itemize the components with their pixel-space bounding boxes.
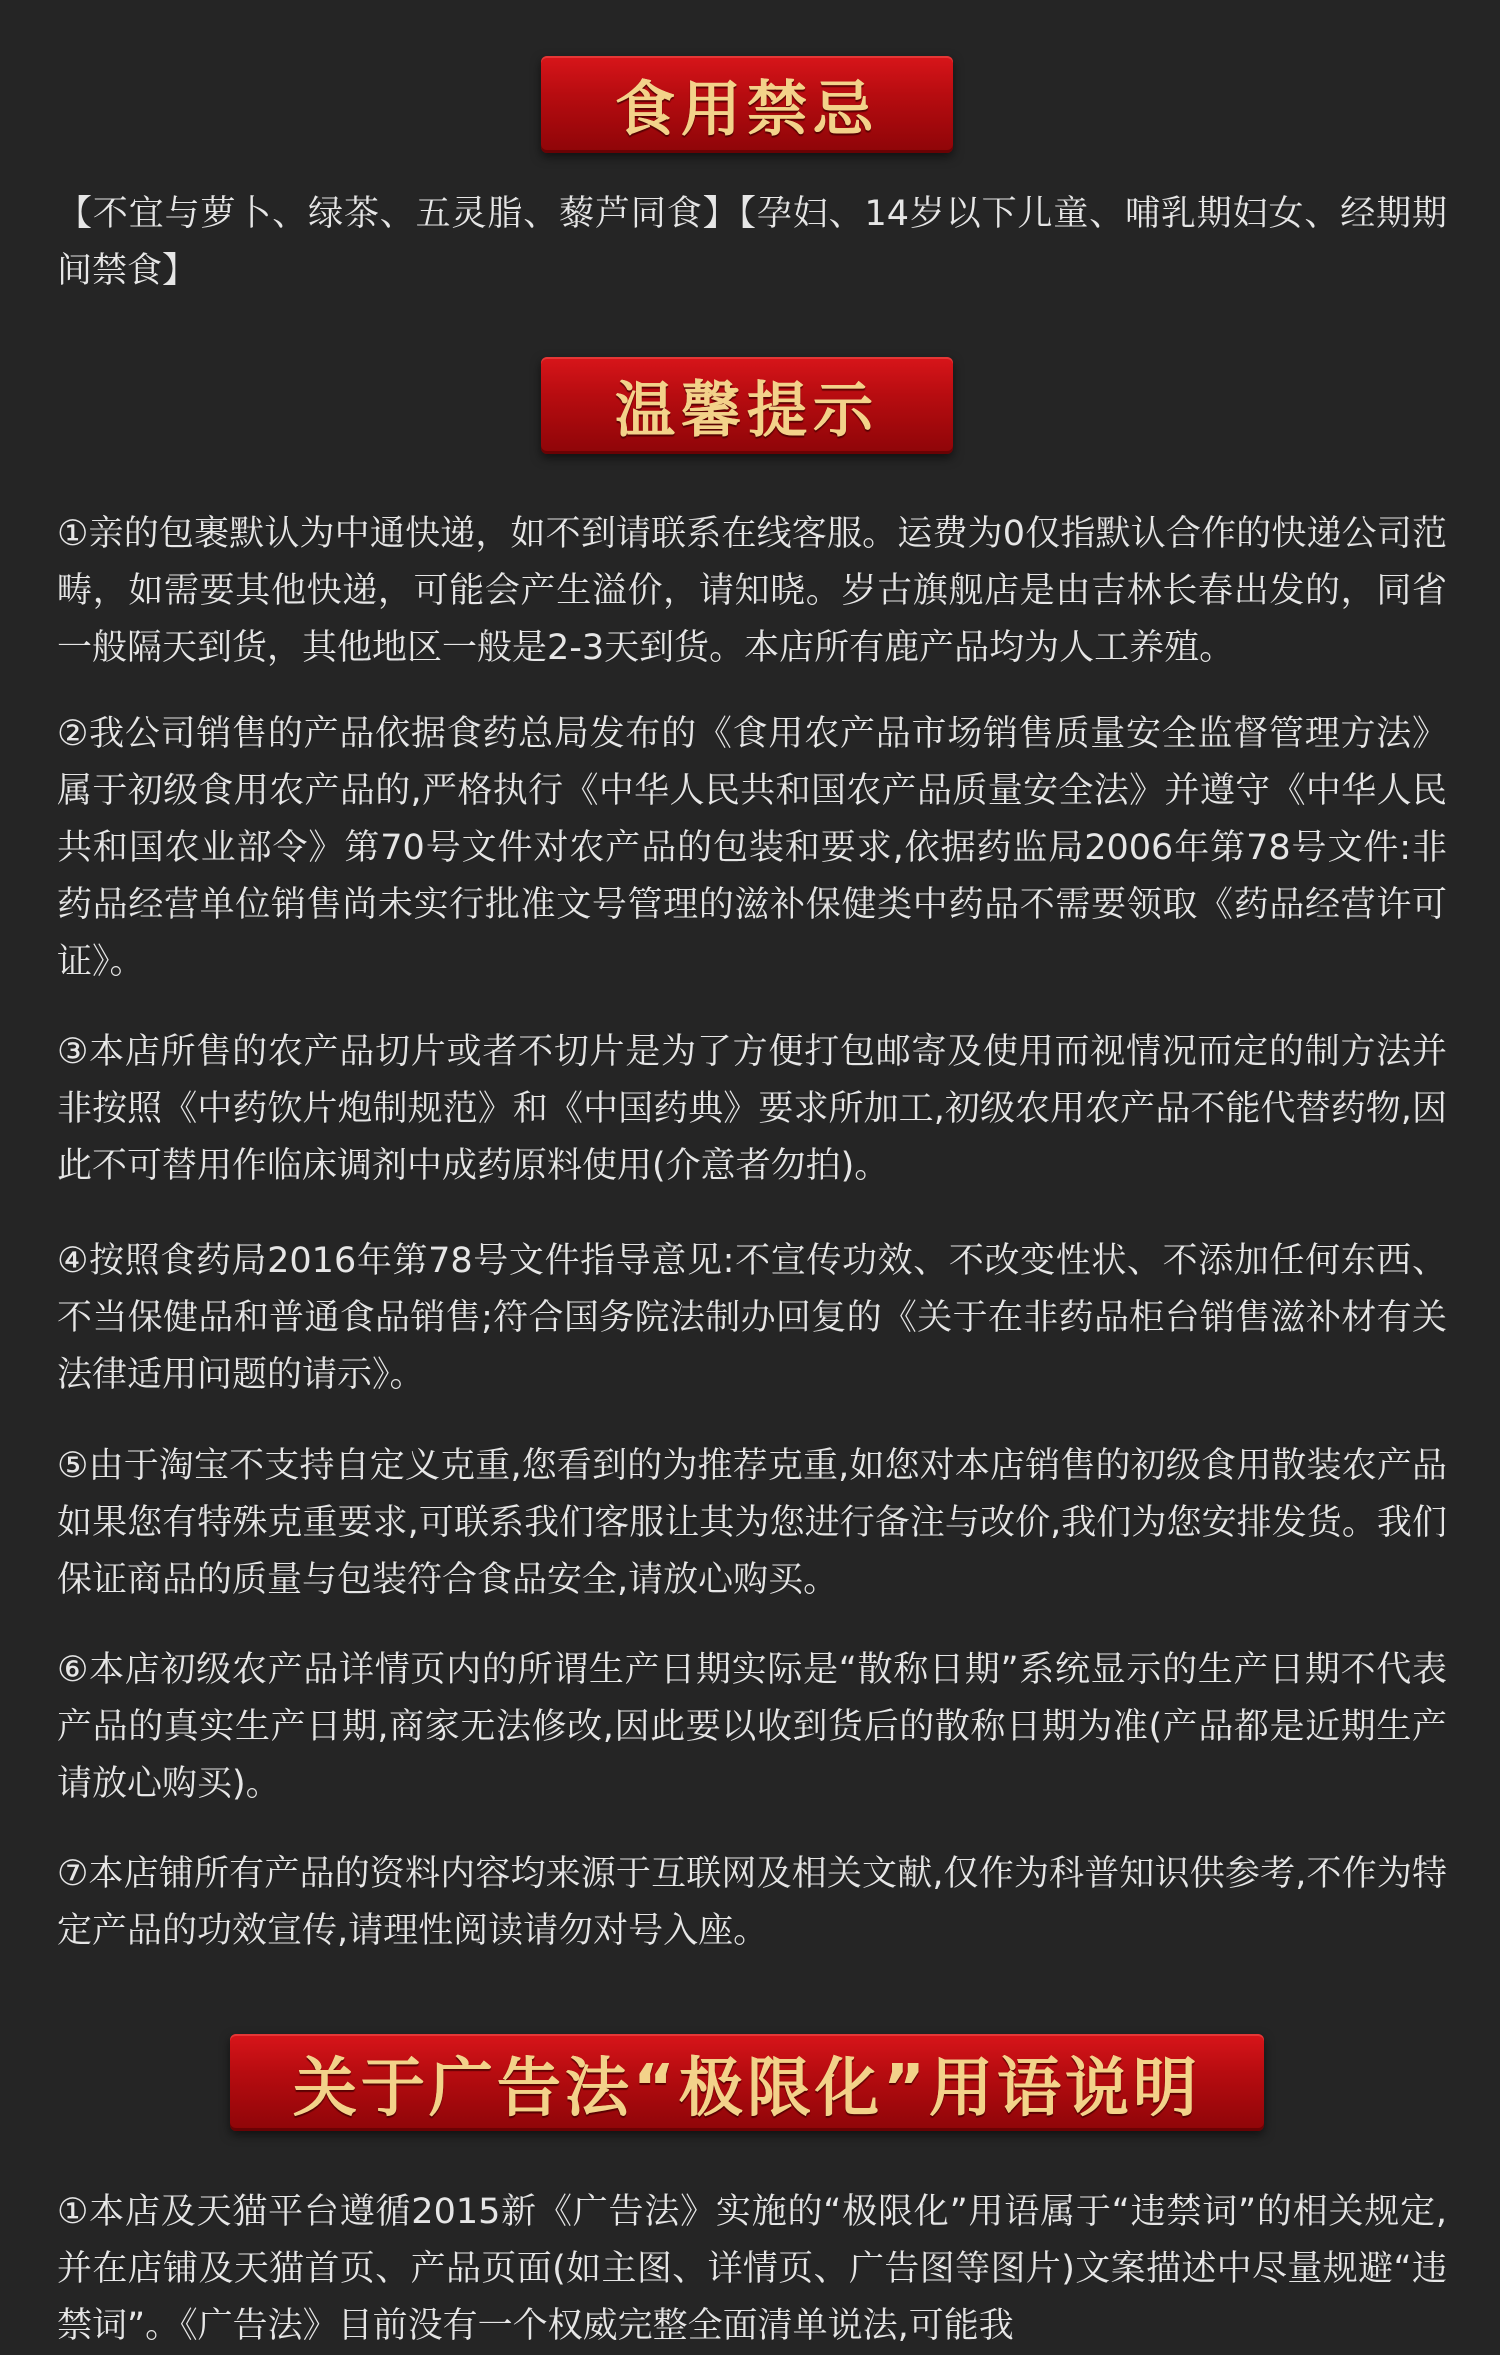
ad-law-section-banner — [230, 2034, 1264, 2131]
tip-item-7: ⑦本店铺所有产品的资料内容均来源于互联网及相关文献,仅作为科普知识供参考,不作为特定产品的功效宣传,请理性阅读请勿对号入座。 — [57, 1854, 1447, 1951]
tip-item-3: ③本店所售的农产品切片或者不切片是为了方便打包邮寄及使用而视情况而定的制方法并非按照《中药饮片炮制规范》和《中国药典》要求所加工,初级农用农产品不能代替药物,因此不可替用作临床调剂中成药原料使用(介意者勿拍)。 — [57, 1032, 1447, 1186]
taboo-section-banner — [541, 56, 953, 153]
tip-item-6: ⑥本店初级农产品详情页内的所谓生产日期实际是“散称日期”系统显示的生产日期不代表产品的真实生产日期,商家无法修改,因此要以收到货后的散称日期为准(产品都是近期生产请放心购买)。 — [57, 1650, 1447, 1804]
tips-section-banner — [541, 357, 953, 454]
ad-law-item-1: ①本店及天猫平台遵循2015新《广告法》实施的“极限化”用语属于“违禁词”的相关规定,并在店铺及天猫首页、产品页面(如主图、详情页、广告图等图片)文案描述中尽量规避“违禁词”。《广告法》目前没有一个权威完整全面清单说法,可能我 — [57, 2192, 1447, 2346]
tip-item-2: ②我公司销售的产品依据食药总局发布的《食用农产品市场销售质量安全监督管理方法》属于初级食用农产品的,严格执行《中华人民共和国农产品质量安全法》并遵守《中华人民共和国农业部令》第70号文件对农产品的包装和要求,依据药监局2006年第78号文件:非药品经营单位销售尚未实行批准文号管理的滋补保健类中药品不需要领取《药品经营许可证》。 — [57, 714, 1447, 982]
taboo-text: 【不宜与萝卜、绿茶、五灵脂、藜芦同食】【孕妇、14岁以下儿童、哺乳期妇女、经期期间禁食】 — [57, 194, 1447, 291]
ad-law-section-title: 关于广告法“极限化”用语说明 — [293, 2037, 1201, 2129]
tip-item-1: ①亲的包裹默认为中通快递，如不到请联系在线客服。运费为0仅指默认合作的快递公司范畴，如需要其他快递，可能会产生溢价，请知晓。岁古旗舰店是由吉林长春出发的，同省一般隔天到货，其他地区一般是2-3天到货。本店所有鹿产品均为人工养殖。 — [57, 514, 1447, 668]
tips-section-title: 温馨提示 — [615, 363, 879, 449]
tip-item-5: ⑤由于淘宝不支持自定义克重,您看到的为推荐克重,如您对本店销售的初级食用散装农产品如果您有特殊克重要求,可联系我们客服让其为您进行备注与改价,我们为您安排发货。我们保证商品的质量与包装符合食品安全,请放心购买。 — [57, 1446, 1447, 1600]
tip-item-4: ④按照食药局2016年第78号文件指导意见:不宣传功效、不改变性状、不添加任何东西、不当保健品和普通食品销售;符合国务院法制办回复的《关于在非药品柜台销售滋补材有关法律适用问题的请示》。 — [57, 1241, 1447, 1395]
taboo-section-title: 食用禁忌 — [615, 62, 879, 148]
